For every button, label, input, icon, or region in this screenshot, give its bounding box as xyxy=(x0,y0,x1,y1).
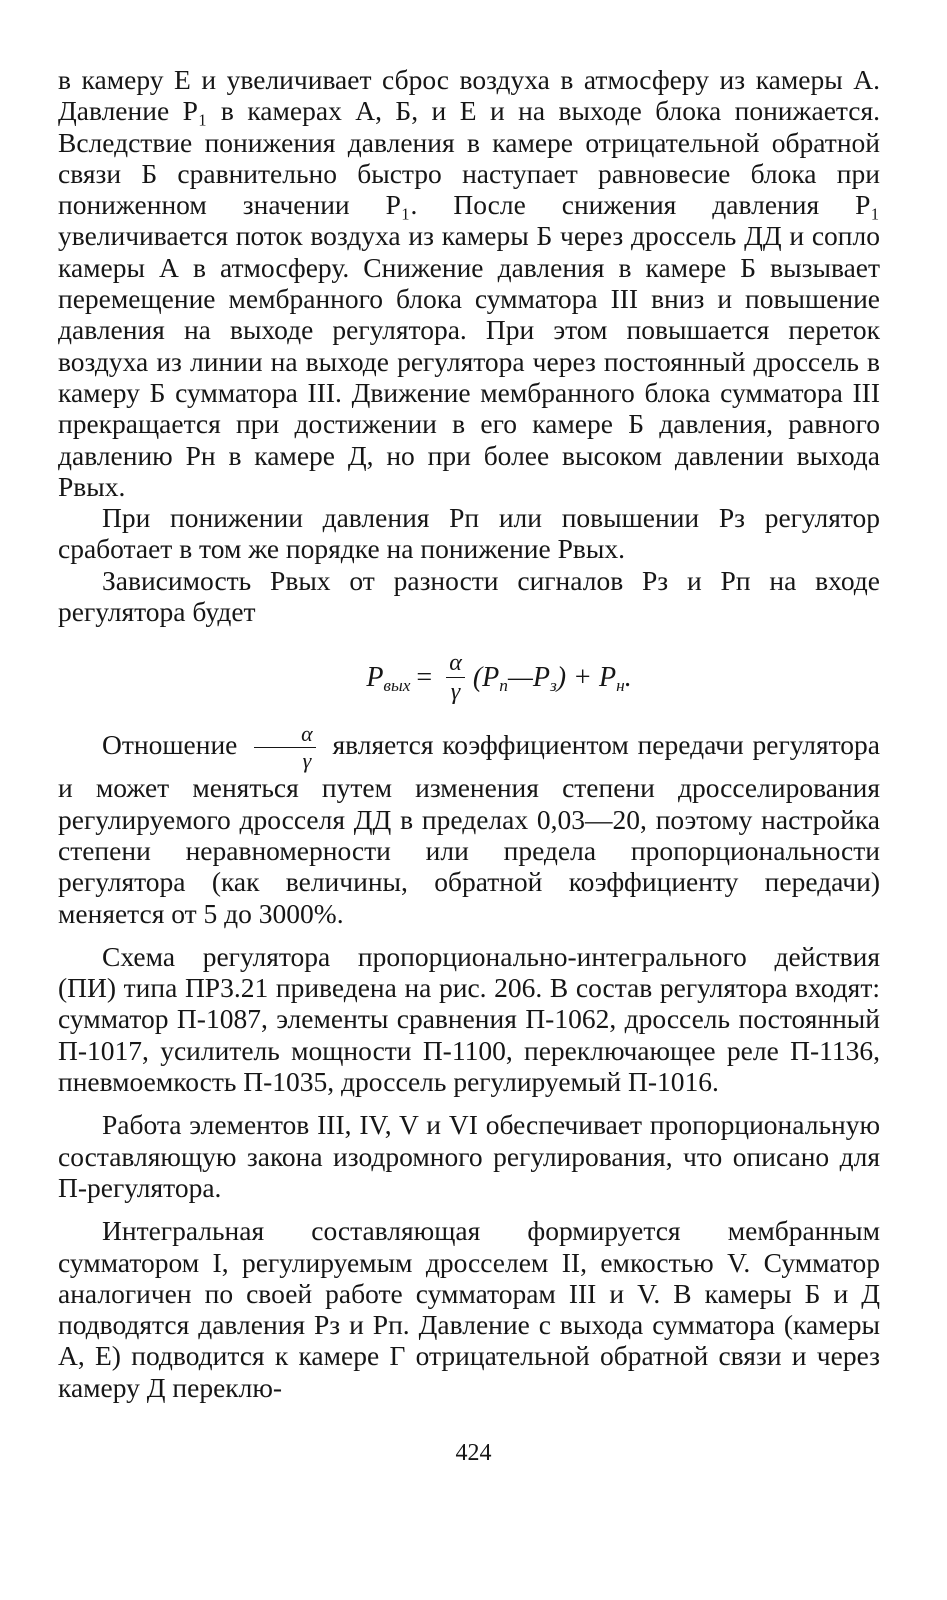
paragraph-5: Схема регулятора пропорционально-интегрального действия (ПИ) типа ПР3.21 приведена на рис. 206. В состав регулятора входят: сумматор П-1087, элементы сравнения П-1062, дроссель постоянный П-1017, усилитель мощности П-1100, переключающее реле П-1136, пневмоемкость П-1035, дроссель регулируемый П-1016. xyxy=(58,940,880,1098)
paragraph-2: При понижении давления Pп или повышении Pз регулятор сработает в том же порядке на понижение Pвых. xyxy=(58,502,880,565)
ratio-fraction xyxy=(254,723,316,772)
body-text xyxy=(58,64,880,1403)
ratio-denominator: γ xyxy=(302,748,312,774)
formula-equals: = xyxy=(416,661,433,693)
paragraph-1: в камеру Е и увеличивает сброс воздуха в атмосферу из камеры А. Давление P₁ в камерах А, Б, и Е и на выходе блока понижается. Вследствие понижения давления в камере отрицательной обратной связи Б сравнительно быстро наступает равновесие блока при пониженном значении P₁. После снижения давления P₁ увеличивается поток воздуха из камеры Б через дроссель ДД и сопло камеры А в атмосферу. Снижение давления в камере Б вызывает перемещение мембранного блока сумматора III вниз и повышение давления на выходе регулятора. При этом повышается переток воздуха из линии на выходе регулятора через постоянный дроссель в камеру Б сумматора III. Движение мембранного блока сумматора III прекращается при достижении в его камере Б давления, равного давлению Pн в камере Д, но при более высоком давлении выхода Pвых. xyxy=(58,64,880,502)
paragraph-4-body: является коэффициентом передачи регулятора и может меняться путем изменения степени дросселирования регулируемого дросселя ДД в пределах 0,03—20, поэтому настройка степени неравномерности или предела пропорциональности регулятора (как величины, обратной коэффициенту передачи) меняется от 5 до 3000%. xyxy=(58,729,880,929)
paragraph-4 xyxy=(58,723,880,928)
page-number: 424 xyxy=(455,1440,492,1466)
paragraph-4-lead: Отношение xyxy=(102,729,238,761)
paragraph-7: Интегральная составляющая формируется мембранным сумматором I, регулируемым дросселем II, емкостью V. Сумматор аналогичен по своей работе сумматорам III и V. В камеры Б и Д подводятся давления Pз и Pп. Давление с выхода сумматора (камеры А, Е) подводится к камере Г отрицательной обратной связи и через камеру Д переклю- xyxy=(58,1215,880,1403)
formula-fraction xyxy=(446,651,465,704)
formula-output-pressure xyxy=(118,649,880,705)
formula-lhs: $P_{вых}$ xyxy=(366,661,411,695)
formula-fraction-numerator: α xyxy=(446,651,465,678)
paragraph-3: Зависимость Pвых от разности сигналов Pз и Pп на входе регулятора будет xyxy=(58,564,880,628)
ratio-numerator: α xyxy=(254,723,316,748)
formula-rhs: $(P_п—P_з) + P_н$. xyxy=(472,661,632,695)
paragraph-6: Работа элементов III, IV, V и VI обеспечивает пропорциональную составляющую закона изодромного регулирования, что описано для П-регулятора. xyxy=(58,1109,880,1203)
formula-fraction-denominator: γ xyxy=(450,678,461,705)
